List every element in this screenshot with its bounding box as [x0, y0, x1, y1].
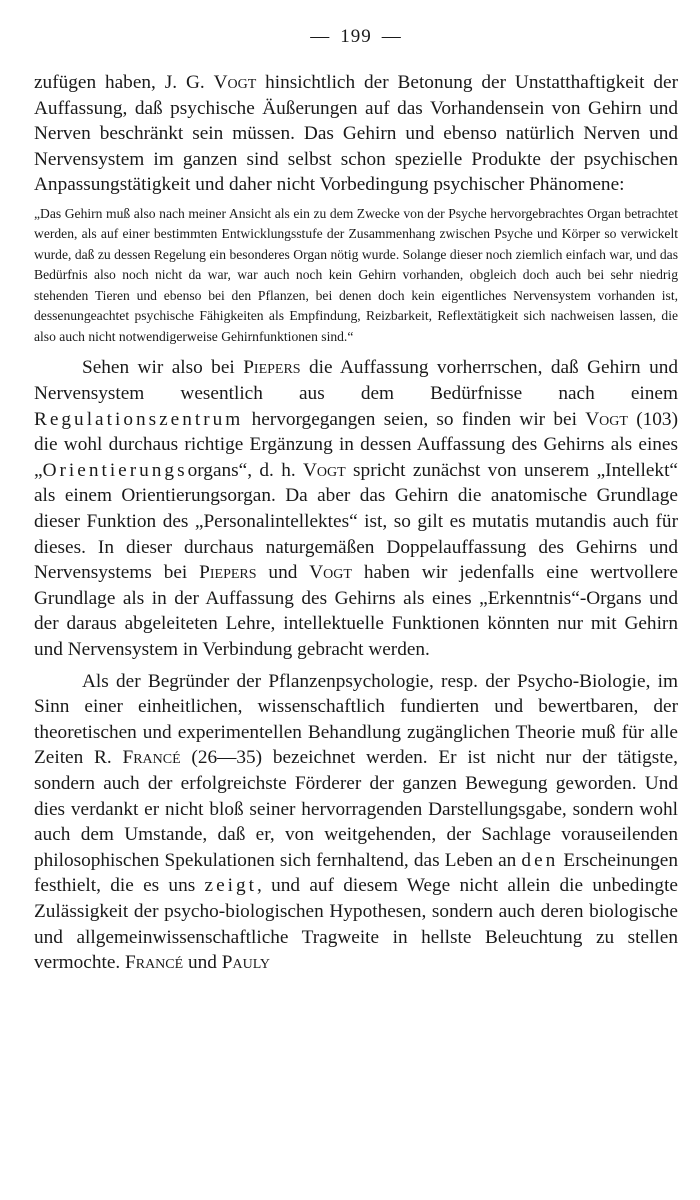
page-header [34, 26, 678, 48]
emphasis-spaced: Orientierungs [42, 459, 188, 481]
author-name: Piepers [243, 357, 301, 379]
author-name: Francé [122, 747, 181, 769]
author-name: Vogt [585, 408, 628, 430]
paragraph-continuation: zufügen haben, J. G. Vogt hinsichtlich der Betonung der Unstatthaftigkeit der Auffassung, daß psychische Äußerungen auf das Vorhandensein von Gehirn und Nerven beschränkt sein müssen. Das Gehirn und ebenso natürlich Nerven und Nervensystem im ganzen sind selbst schon spezielle Produkte der psychischen Anpassungstätigkeit und daher nicht Vorbedingung psychischer Phänomene: [34, 72, 678, 196]
page-number: 199 [340, 26, 372, 47]
author-name: Vogt [213, 72, 257, 93]
book-page [34, 26, 678, 976]
author-name: Pauly [221, 952, 270, 974]
emphasis-spaced: zeigt [204, 875, 257, 897]
author-name: Piepers [199, 562, 257, 584]
emphasis-spaced: den [521, 849, 559, 871]
author-name: Francé [125, 952, 184, 974]
block-quote: „Das Gehirn muß also nach meiner Ansicht als ein zu dem Zwecke von der Psyche hervorgebrachtes Organ betrachtet werden, als auf einer bestimmten Entwicklungsstufe der Zusammenhang zwischen Psyche und Körper so verwickelt wurde, daß zu dessen Regelung ein besonderes Organ nötig wurde. Solange dieser noch ziemlich einfach war, und das Bedürfnis also noch nicht da war, war auch noch kein Gehirn vorhanden, obgleich doch auch bei sehr niedrig stehenden Tieren und ebenso bei den Pflanzen, bei denen doch kein eigentliches Nervensystem vorhanden ist, dessenungeachtet psychische Fähigkeiten als Empfindung, Reizbarkeit, Reflextätigkeit sich nachweisen lassen, die also auch nicht notwendigerweise Gehirnfunktionen sind.“ [34, 205, 678, 344]
header-dash-right: — [381, 26, 402, 47]
emphasis-spaced: Regulationszentrum [34, 408, 244, 430]
paragraph-piepers-vogt: Sehen wir also bei Piepers die Auffassung vorherrschen, daß Gehirn und Nervensystem wesentlich aus dem Bedürfnisse nach einem Regulationszentrum hervorgegangen seien, so finden wir bei Vogt (103) die wohl durchaus richtige Ergänzung in dessen Auffassung des Gehirns als eines „Orientierungsorgans“, d. h. Vogt spricht zunächst von unserem „Intellekt“ als einem Orientierungsorgan. Da aber das Gehirn die anatomische Grundlage dieser Funktion des „Personalintellektes“ ist, so gilt es mutatis mutandis auch für dieses. In dieser durchaus naturgemäßen Doppelauffassung des Gehirns und Nervensystems bei Piepers und Vogt haben wir jedenfalls eine wertvollere Grundlage als in der Auffassung des Gehirns als eines „Erkenntnis“-Organs und der daraus abgeleiteten Lehre, intellektuelle Funktionen könnten nur mit Gehirn und Nervensystem in Verbindung gebracht werden. [34, 357, 679, 660]
author-name: Vogt [303, 459, 346, 481]
author-name: Vogt [309, 562, 352, 584]
paragraph-france: Als der Begründer der Pflanzenpsychologie, resp. der Psycho-Biologie, im Sinn einer einheitlichen, wissenschaftlich fundierten und bewertbaren, der theoretischen und experimentellen Behandlung zugänglichen Theorie muß für alle Zeiten R. Francé (26—35) bezeichnet werden. Er ist nicht nur der tätigste, sondern auch der erfolgreichste Förderer der ganzen Bewegung geworden. Und dies verdankt er nicht bloß seiner hervorragenden Darstellungsgabe, sondern wohl auch dem Umstande, daß er, von weitgehenden, der Sachlage vorauseilenden philosophischen Spekulationen sich fernhaltend, das Leben an den Erscheinungen festhielt, die es uns zeigt, und auf diesem Wege nicht allein die unbedingte Zulässigkeit der psycho-biologischen Hypothesen, sondern auch deren biologische und allgemeinwissenschaftliche Tragweite in hellste Beleuchtung zu stellen vermochte. Francé und Pauly [34, 670, 678, 974]
header-dash-left: — [310, 26, 331, 47]
